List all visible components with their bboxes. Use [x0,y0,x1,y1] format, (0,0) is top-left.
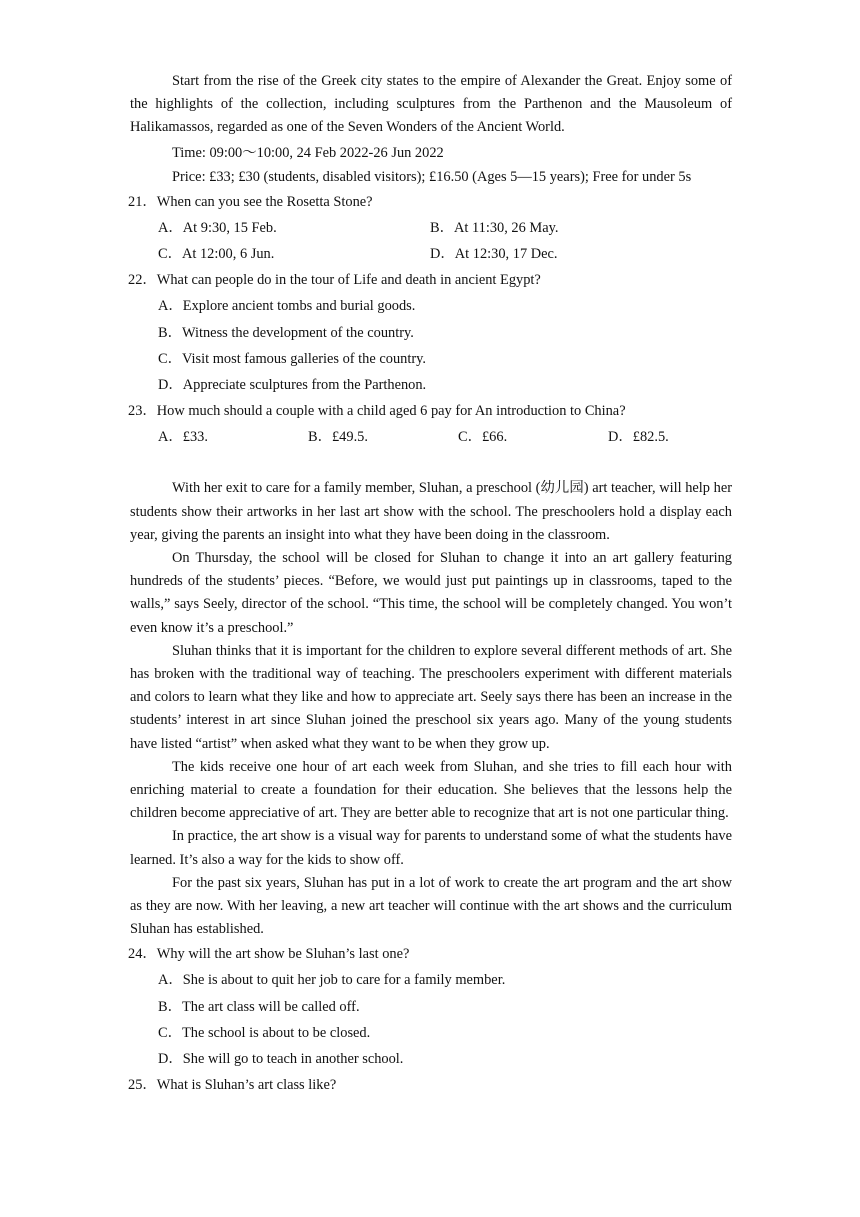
q23-option-b: B．£49.5. [308,429,368,446]
q24-option-c: C．The school is about to be closed. [158,1024,371,1041]
q22-option-a: A．Explore ancient tombs and burial goods. [158,298,416,315]
passage2-paragraph-2: On Thursday, the school will be closed for Sluhan to change it into an art gallery featuring hundreds of the students’ pieces. “Before, we would just put paintings up in classrooms, taped to the walls,” says Seely, director of the school. “This time, the school will be completely changed. You won’t even know it’s a preschool.” [130,549,732,636]
q23-option-d: D．£82.5. [608,429,669,446]
passage2-paragraph-6: For the past six years, Sluhan has put in a lot of work to create the art program and the art show as they are now. With her leaving, a new art teacher will continue with the art shows and the curriculum Sluhan has established. [130,874,732,938]
q25-stem: 25．What is Sluhan’s art class like? [128,1077,337,1094]
q21-options-row2 [130,241,732,267]
passage1-paragraph: Start from the rise of the Greek city states to the empire of Alexander the Great. Enjoy some of the highlights of the collection, including sculptures from the Parthenon and the Mausoleum of Halikamassos, regarded as one of the Seven Wonders of the Ancient World. [130,73,732,136]
q23-option-a: A．£33. [158,429,208,446]
q21-stem: 21．When can you see the Rosetta Stone? [128,194,373,211]
q24-option-d: D．She will go to teach in another school. [158,1050,404,1067]
q22-stem: 22．What can people do in the tour of Life and death in ancient Egypt? [128,272,541,289]
exam-page [130,70,732,1098]
passage2-paragraph-4: The kids receive one hour of art each week from Sluhan, and she tries to fill each hour with enriching material to create a foundation for their education. She believes that the lessons help the children become appreciative of art. They are better able to recognize that art is not one particular thing. [130,758,732,822]
q21-option-b: B．At 11:30, 26 May. [430,220,559,237]
q21-option-a: A．At 9:30, 15 Feb. [158,220,277,237]
q22-option-d: D．Appreciate sculptures from the Parthenon. [158,376,427,393]
q23-stem: 23．How much should a couple with a child aged 6 pay for An introduction to China? [128,403,626,420]
passage1-time: Time: 09:00～10:00, 24 Feb 2022-26 Jun 2022 [172,144,444,161]
passage1-price: Price: £33; £30 (students, disabled visitors); £16.50 (Ages 5—15 years); Free for under 5s [172,168,692,185]
q22-option-b: B．Witness the development of the country. [158,324,414,341]
q24-option-b: B．The art class will be called off. [158,998,360,1015]
q22-option-c: C．Visit most famous galleries of the country. [158,350,426,367]
q23-option-c: C．£66. [458,429,508,446]
q24-option-a: A．She is about to quit her job to care for a family member. [158,972,506,989]
q21-option-c: C．At 12:00, 6 Jun. [158,246,275,263]
q24-stem: 24．Why will the art show be Sluhan’s last one? [128,946,410,963]
passage2-paragraph-5: In practice, the art show is a visual way for parents to understand some of what the students have learned. It’s also a way for the kids to show off. [130,828,732,868]
passage2-paragraph-1: With her exit to care for a family member, Sluhan, a preschool (幼儿园) art teacher, will help her students show their artworks in her last art show with the school. The preschoolers hold a display each year, giving the parents an insight into what they have been doing in the classroom. [130,480,732,543]
q23-options [130,424,732,450]
q21-options-row1 [130,215,732,241]
passage2-paragraph-3: Sluhan thinks that it is important for the children to explore several different methods of art. She has broken with the traditional way of teaching. The preschoolers experiment with different materials and colors to learn what they like and how to appreciate art. Seely says there has been an increase in the students’ interest in art since Sluhan joined the preschool six years ago. Many of the young students have listed “artist” when asked what they want to be when they grow up. [130,642,732,752]
q21-option-d: D．At 12:30, 17 Dec. [430,246,558,263]
